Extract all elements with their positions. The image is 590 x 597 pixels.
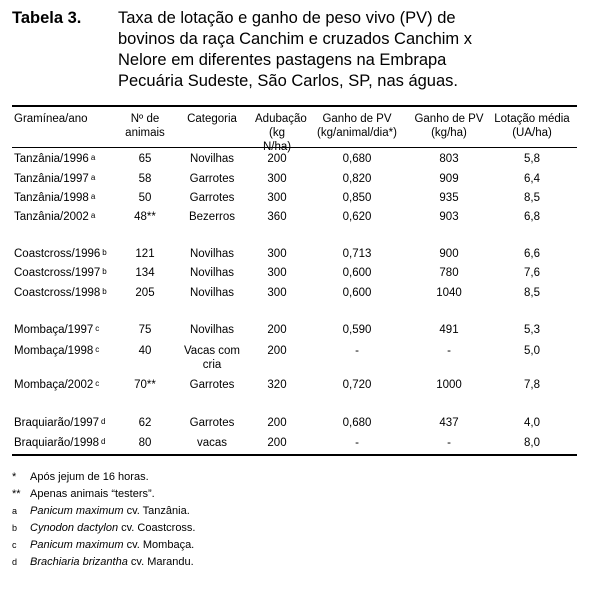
row-gain-ha: 900 [439,248,459,260]
column-header [488,112,576,140]
row-fert: 200 [267,324,287,336]
category-text: Novilhas [189,267,235,279]
row-gain-animal: 0,680 [342,153,372,165]
column-header [408,112,490,140]
column-header-text: Lotação média [494,113,570,125]
row-category [172,172,252,186]
row-stocking: 6,4 [524,173,540,185]
row-gain-animal: 0,600 [342,287,372,299]
row-category [172,152,252,166]
footnote-marker: a [90,153,96,162]
table-caption [118,8,580,92]
footnote-marker: c [95,324,100,333]
grass-year-text: Coastcross/1998 [14,287,101,299]
column-header-text: animais [125,127,165,139]
species-name: Cynodon dactylon [30,522,119,534]
row-fert: 200 [267,437,287,449]
footnote-marker: b [102,248,107,257]
column-header-text: Gramínea/ano [14,113,88,125]
row-category [172,191,252,205]
row-grass-year [14,210,95,224]
species-name: Panicum maximum [30,505,124,517]
row-grass-year [14,436,106,450]
footnote-text: cv. Marandu. [127,556,194,568]
category-text: Garrotes [189,192,235,204]
row-gain-ha: 903 [439,211,459,223]
footnote-marker: a [90,192,96,201]
row-stocking: 5,8 [524,153,540,165]
row-grass-year [14,152,95,166]
row-stocking: 6,6 [524,248,540,260]
row-fert: 200 [267,345,287,357]
caption-line: Taxa de lotação e ganho de peso vivo (PV) de [118,9,456,27]
grass-year-text: Coastcross/1996 [14,248,101,260]
row-gain-animal: - [355,345,359,357]
row-gain-animal: 0,820 [342,173,372,185]
row-category [172,210,252,224]
caption-line: Pecuária Sudeste, São Carlos, SP, nas águas. [118,72,458,90]
row-fert: 320 [267,379,287,391]
footnote-marker: a [90,173,96,182]
row-gain-ha: 437 [439,417,459,429]
footnote-marker: c [95,379,100,388]
row-gain-ha: - [447,345,451,357]
row-animals: 134 [135,267,155,279]
footnote-mark: d [12,557,18,567]
category-text: Novilhas [189,248,235,260]
row-category [172,323,252,337]
row-fert: 300 [267,173,287,185]
row-category [172,286,252,300]
row-stocking: 5,3 [524,324,540,336]
column-header [172,112,252,126]
category-text: Garrotes [189,417,235,429]
footnote [12,503,196,520]
footnote [12,486,196,503]
row-stocking: 7,6 [524,267,540,279]
row-animals: 121 [135,248,155,260]
row-gain-ha: 1040 [436,287,462,299]
table-top-rule [12,105,577,107]
column-header [125,112,165,140]
footnote-marker: a [90,211,96,220]
table-label: Tabela 3. [12,9,82,27]
row-gain-animal: 0,590 [342,324,372,336]
grass-year-text: Mombaça/1997 [14,324,94,336]
row-category [172,436,252,450]
grass-year-text: Tanzânia/1998 [14,192,89,204]
column-header-text: Adubação [255,113,307,125]
row-grass-year [14,266,107,280]
row-animals: 70** [134,379,156,391]
row-gain-ha: 935 [439,192,459,204]
column-header-text: Nº de [130,113,160,125]
row-animals: 48** [134,211,156,223]
row-animals: 205 [135,287,155,299]
column-header-text: (kg N/ha) [262,127,292,153]
row-animals: 65 [138,153,152,165]
row-stocking: 8,0 [524,437,540,449]
column-header-text: (UA/ha) [512,127,552,139]
footnote [12,520,196,537]
row-stocking: 8,5 [524,192,540,204]
footnote-text: Apenas animais “testers”. [30,488,155,500]
row-gain-animal: 0,850 [342,192,372,204]
row-fert: 200 [267,153,287,165]
footnote-mark: a [12,506,18,516]
row-animals: 40 [138,345,152,357]
row-fert: 300 [267,267,287,279]
row-grass-year [14,378,99,392]
footnote-text: cv. Tanzânia. [123,505,190,517]
row-stocking: 4,0 [524,417,540,429]
footnote-mark: ** [12,488,21,500]
row-gain-ha: - [447,437,451,449]
row-fert: 360 [267,211,287,223]
grass-year-text: Braquiarão/1997 [14,417,100,429]
table-bottom-rule [12,454,577,456]
category-text: Bezerros [188,211,236,223]
row-gain-animal: 0,713 [342,248,372,260]
row-grass-year [14,247,107,261]
row-stocking: 8,5 [524,287,540,299]
row-grass-year [14,416,106,430]
row-animals: 75 [138,324,152,336]
footnote-mark: * [12,471,17,483]
category-text: Novilhas [189,324,235,336]
grass-year-text: Tanzânia/1997 [14,173,89,185]
grass-year-text: Mombaça/1998 [14,345,94,357]
row-animals: 50 [138,192,152,204]
grass-year-text: Coastcross/1997 [14,267,101,279]
row-gain-animal: 0,680 [342,417,372,429]
row-category [172,416,252,430]
row-gain-ha: 803 [439,153,459,165]
row-gain-animal: 0,720 [342,379,372,391]
row-animals: 80 [138,437,152,449]
row-gain-animal: 0,600 [342,267,372,279]
footnote-text: Após jejum de 16 horas. [30,471,149,483]
category-text: cria [202,359,222,371]
footnote [12,554,196,571]
row-stocking: 7,8 [524,379,540,391]
row-animals: 62 [138,417,152,429]
category-text: vacas [196,437,228,449]
footnote-marker: c [95,345,100,354]
footnote-mark: b [12,523,18,533]
column-header [302,112,412,140]
species-name: Panicum maximum [30,539,124,551]
grass-year-text: Tanzânia/2002 [14,211,89,223]
row-fert: 200 [267,417,287,429]
row-grass-year [14,344,99,358]
footnote-marker: d [101,437,106,446]
footnote-text: cv. Coastcross. [118,522,196,534]
row-gain-animal: 0,620 [342,211,372,223]
row-grass-year [14,286,107,300]
row-stocking: 5,0 [524,345,540,357]
row-gain-ha: 909 [439,173,459,185]
caption-line: Nelore em diferentes pastagens na Embrapa [118,51,447,69]
footnote-text: cv. Mombaça. [123,539,195,551]
footnote-marker: b [102,267,107,276]
category-text: Novilhas [189,287,235,299]
row-stocking: 6,8 [524,211,540,223]
row-grass-year [14,172,95,186]
category-text: Garrotes [189,379,235,391]
species-name: Brachiaria brizantha [30,556,128,568]
row-category [172,344,252,372]
column-header-text: (kg/ha) [431,127,467,139]
column-header [255,112,307,154]
column-header-text: Ganho de PV [414,113,484,125]
footnote-marker: d [101,417,106,426]
caption-line: bovinos da raça Canchim e cruzados Canchim x [118,30,473,48]
row-grass-year [14,323,99,337]
row-gain-ha: 780 [439,267,459,279]
row-category [172,247,252,261]
grass-year-text: Braquiarão/1998 [14,437,100,449]
row-fert: 300 [267,287,287,299]
column-header-text: (kg/animal/dia*) [317,127,397,139]
footnote-marker: b [102,287,107,296]
row-gain-ha: 1000 [436,379,462,391]
row-category [172,266,252,280]
category-text: Garrotes [189,173,235,185]
row-grass-year [14,191,95,205]
row-animals: 58 [138,173,152,185]
row-fert: 300 [267,192,287,204]
row-fert: 300 [267,248,287,260]
column-header [14,112,124,126]
column-header-text: Ganho de PV [322,113,392,125]
column-header-text: Categoria [187,113,237,125]
grass-year-text: Tanzânia/1996 [14,153,89,165]
row-gain-ha: 491 [439,324,459,336]
footnote-mark: c [12,540,17,550]
row-category [172,378,252,392]
footnote [12,469,196,486]
footnote [12,537,196,554]
grass-year-text: Mombaça/2002 [14,379,94,391]
category-text: Vacas com [183,345,241,357]
row-gain-animal: - [355,437,359,449]
footnotes [12,469,196,571]
category-text: Novilhas [189,153,235,165]
